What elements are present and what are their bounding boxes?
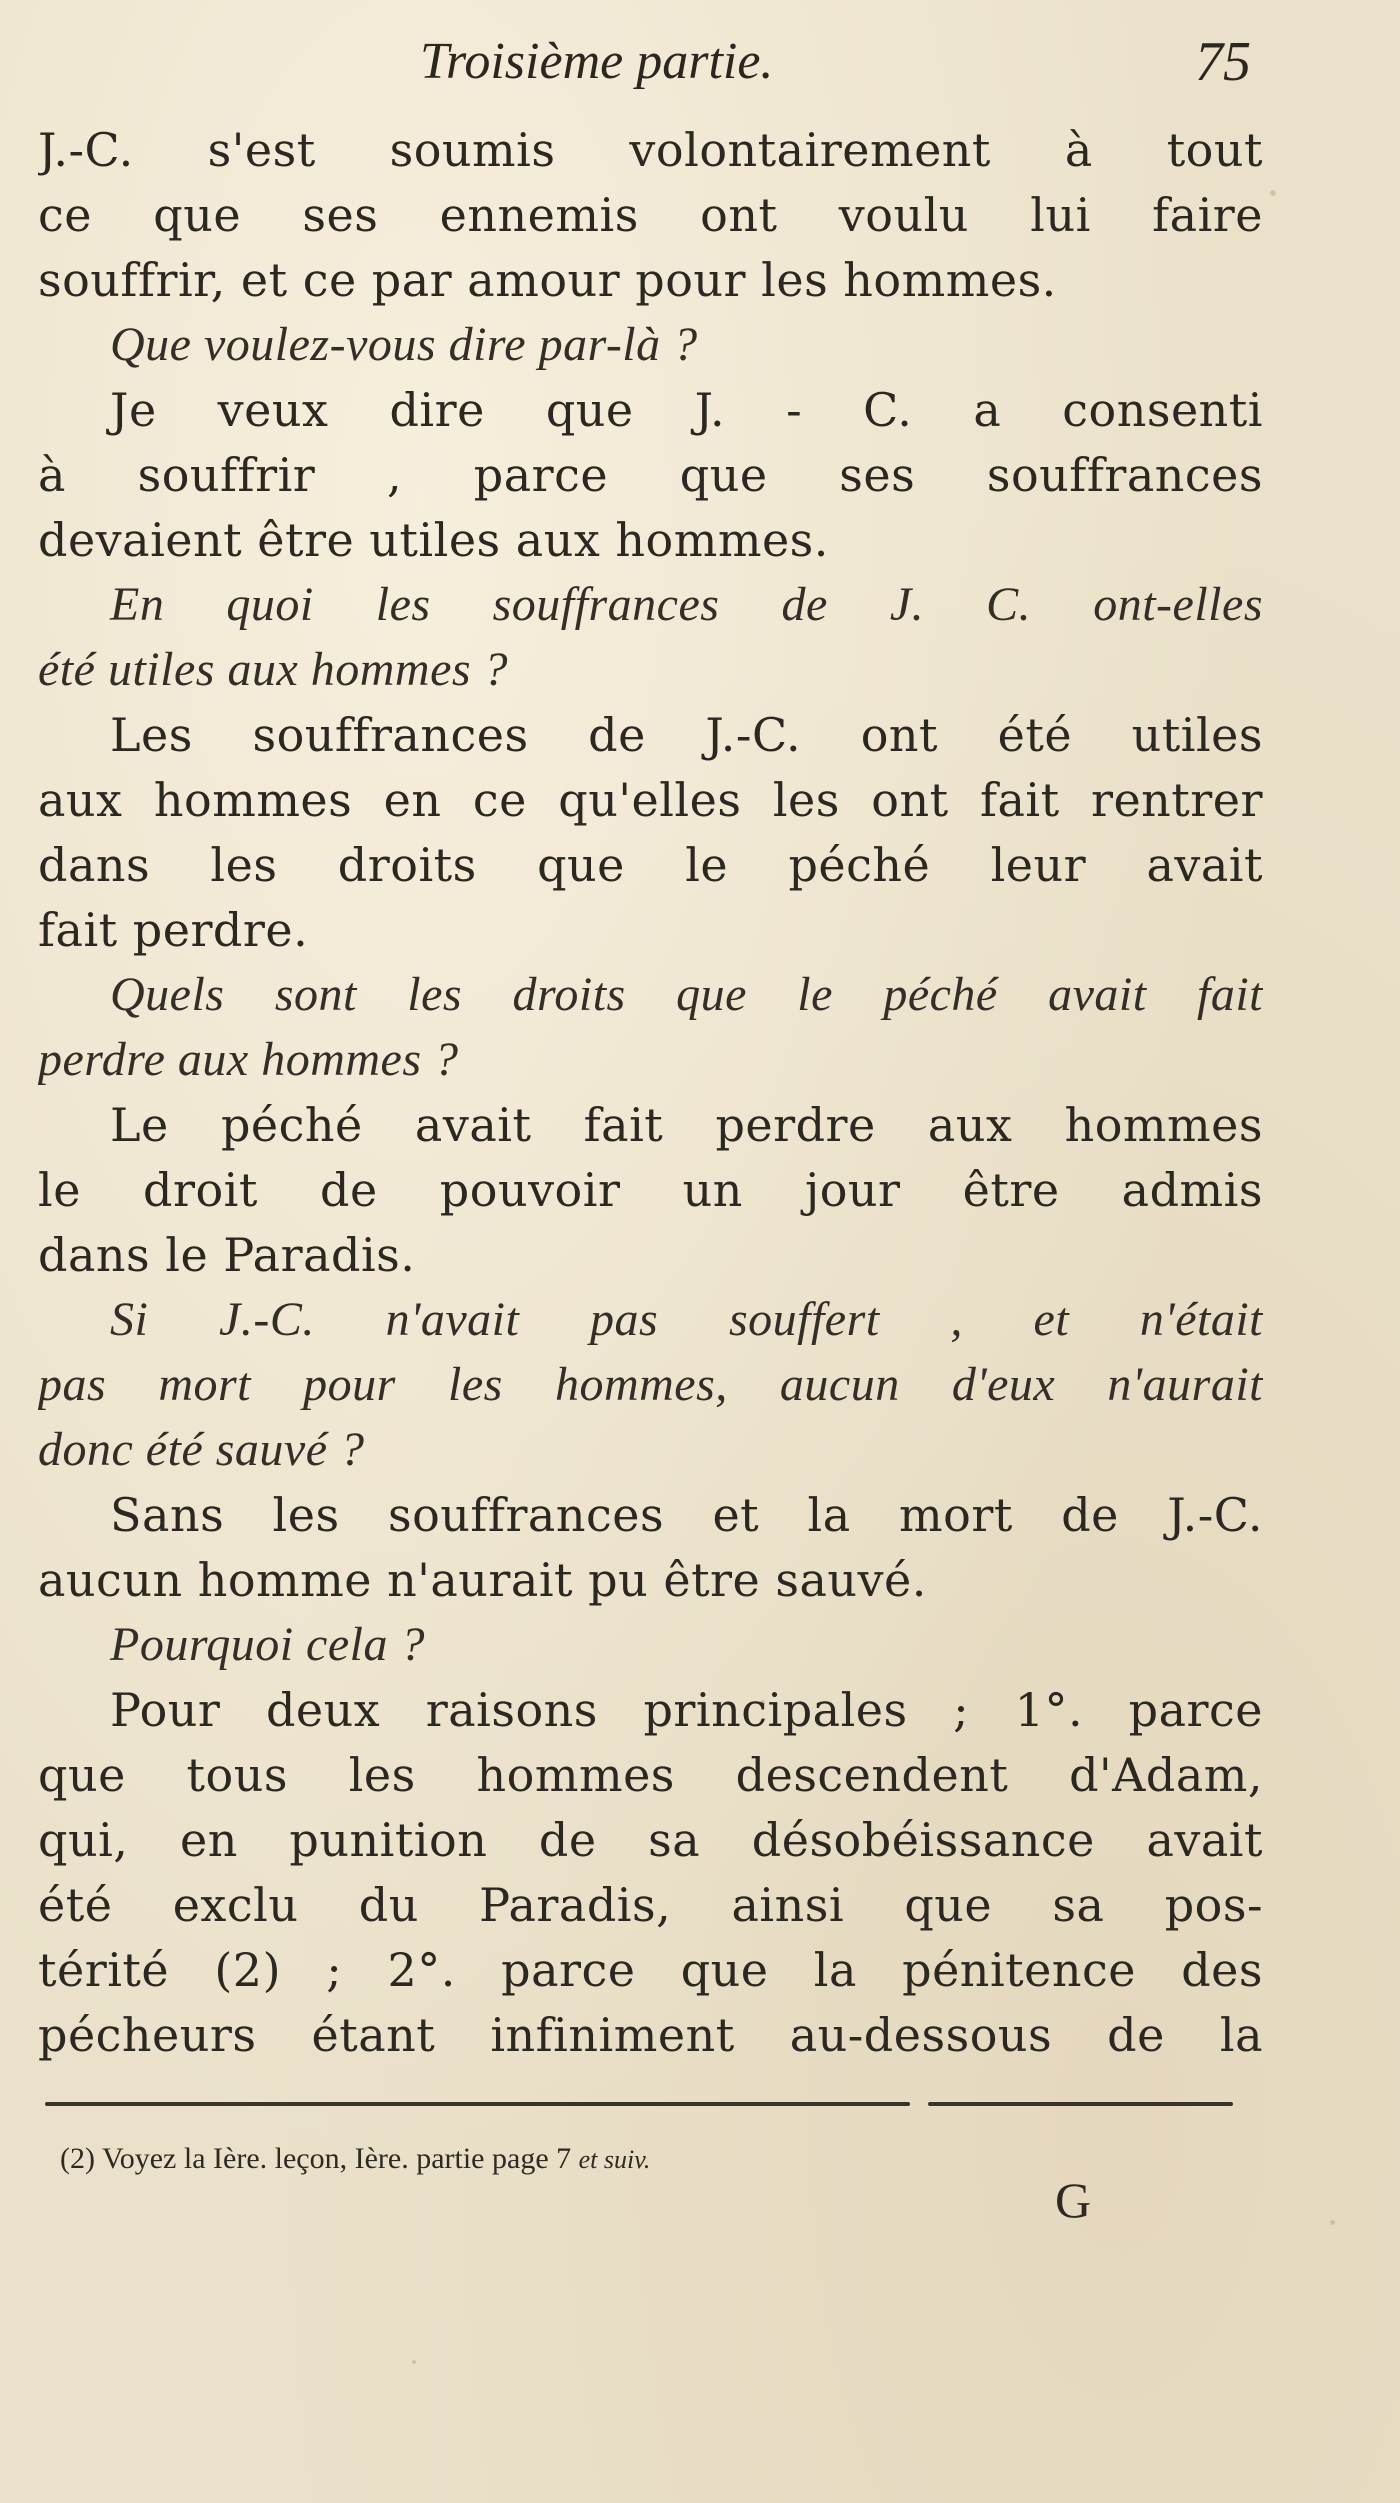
footnote-suffix: et suiv.: [578, 2145, 651, 2174]
question-line: En quoi les souffrances de J. C. ont-elles: [110, 578, 1263, 631]
running-title: Troisième partie.: [420, 33, 774, 90]
text-line: dans le Paradis.: [38, 1228, 416, 1282]
question-line: perdre aux hommes ?: [38, 1033, 459, 1086]
question-line: pas mort pour les hommes, aucun d'eux n'aurait: [38, 1358, 1263, 1411]
text-line: Le péché avait fait perdre aux hommes: [110, 1098, 1263, 1152]
text-line: à souffrir , parce que ses souffrances: [38, 448, 1263, 502]
text-line: ce que ses ennemis ont voulu lui faire: [38, 188, 1263, 242]
text-line: Je veux dire que J. - C. a consenti: [110, 383, 1263, 437]
paper-speck: [412, 2360, 416, 2364]
text-line: été exclu du Paradis, ainsi que sa pos-: [38, 1878, 1263, 1932]
question-line: Pourquoi cela ?: [110, 1618, 425, 1671]
text-line: Les souffrances de J.-C. ont été utiles: [110, 708, 1263, 762]
footnote-rule-left: [45, 2102, 910, 2106]
paper-speck: [1330, 2220, 1335, 2225]
text-line: pécheurs étant infiniment au-dessous de la: [38, 2008, 1263, 2062]
text-line: le droit de pouvoir un jour être admis: [38, 1163, 1263, 1217]
question-line: donc été sauvé ?: [38, 1423, 365, 1476]
text-line: qui, en punition de sa désobéissance avait: [38, 1813, 1263, 1867]
body-text: [38, 118, 1263, 2118]
text-line: dans les droits que le péché leur avait: [38, 838, 1263, 892]
footnote-rule-right: [928, 2102, 1233, 2106]
question-line: Quels sont les droits que le péché avait fait: [110, 968, 1263, 1021]
signature-mark: G: [1055, 2172, 1092, 2228]
paper-speck: [760, 1700, 765, 1705]
paper-speck: [1270, 190, 1276, 196]
text-line: fait perdre.: [38, 903, 309, 957]
page-number: 75: [1195, 31, 1251, 93]
question-line: Que voulez-vous dire par-là ?: [110, 318, 698, 371]
text-line: devaient être utiles aux hommes.: [38, 513, 829, 567]
running-head: [0, 28, 1400, 98]
text-line: aux hommes en ce qu'elles les ont fait rentrer: [38, 773, 1263, 827]
text-line: J.-C. s'est soumis volontairement à tout: [38, 123, 1263, 177]
text-line: aucun homme n'aurait pu être sauvé.: [38, 1553, 927, 1607]
footnote-text: (2) Voyez la Ière. leçon, Ière. partie page 7: [60, 2142, 572, 2175]
question-line: été utiles aux hommes ?: [38, 643, 509, 696]
text-line: térité (2) ; 2°. parce que la pénitence des: [38, 1943, 1263, 1997]
text-line: Pour deux raisons principales ; 1°. parce: [110, 1683, 1263, 1737]
footnote: [60, 2134, 650, 2184]
text-line: souffrir, et ce par amour pour les hommes.: [38, 253, 1057, 307]
text-line: Sans les souffrances et la mort de J.-C.: [110, 1488, 1263, 1542]
question-line: Si J.-C. n'avait pas souffert , et n'était: [110, 1293, 1263, 1346]
text-line: que tous les hommes descendent d'Adam,: [38, 1748, 1263, 1802]
